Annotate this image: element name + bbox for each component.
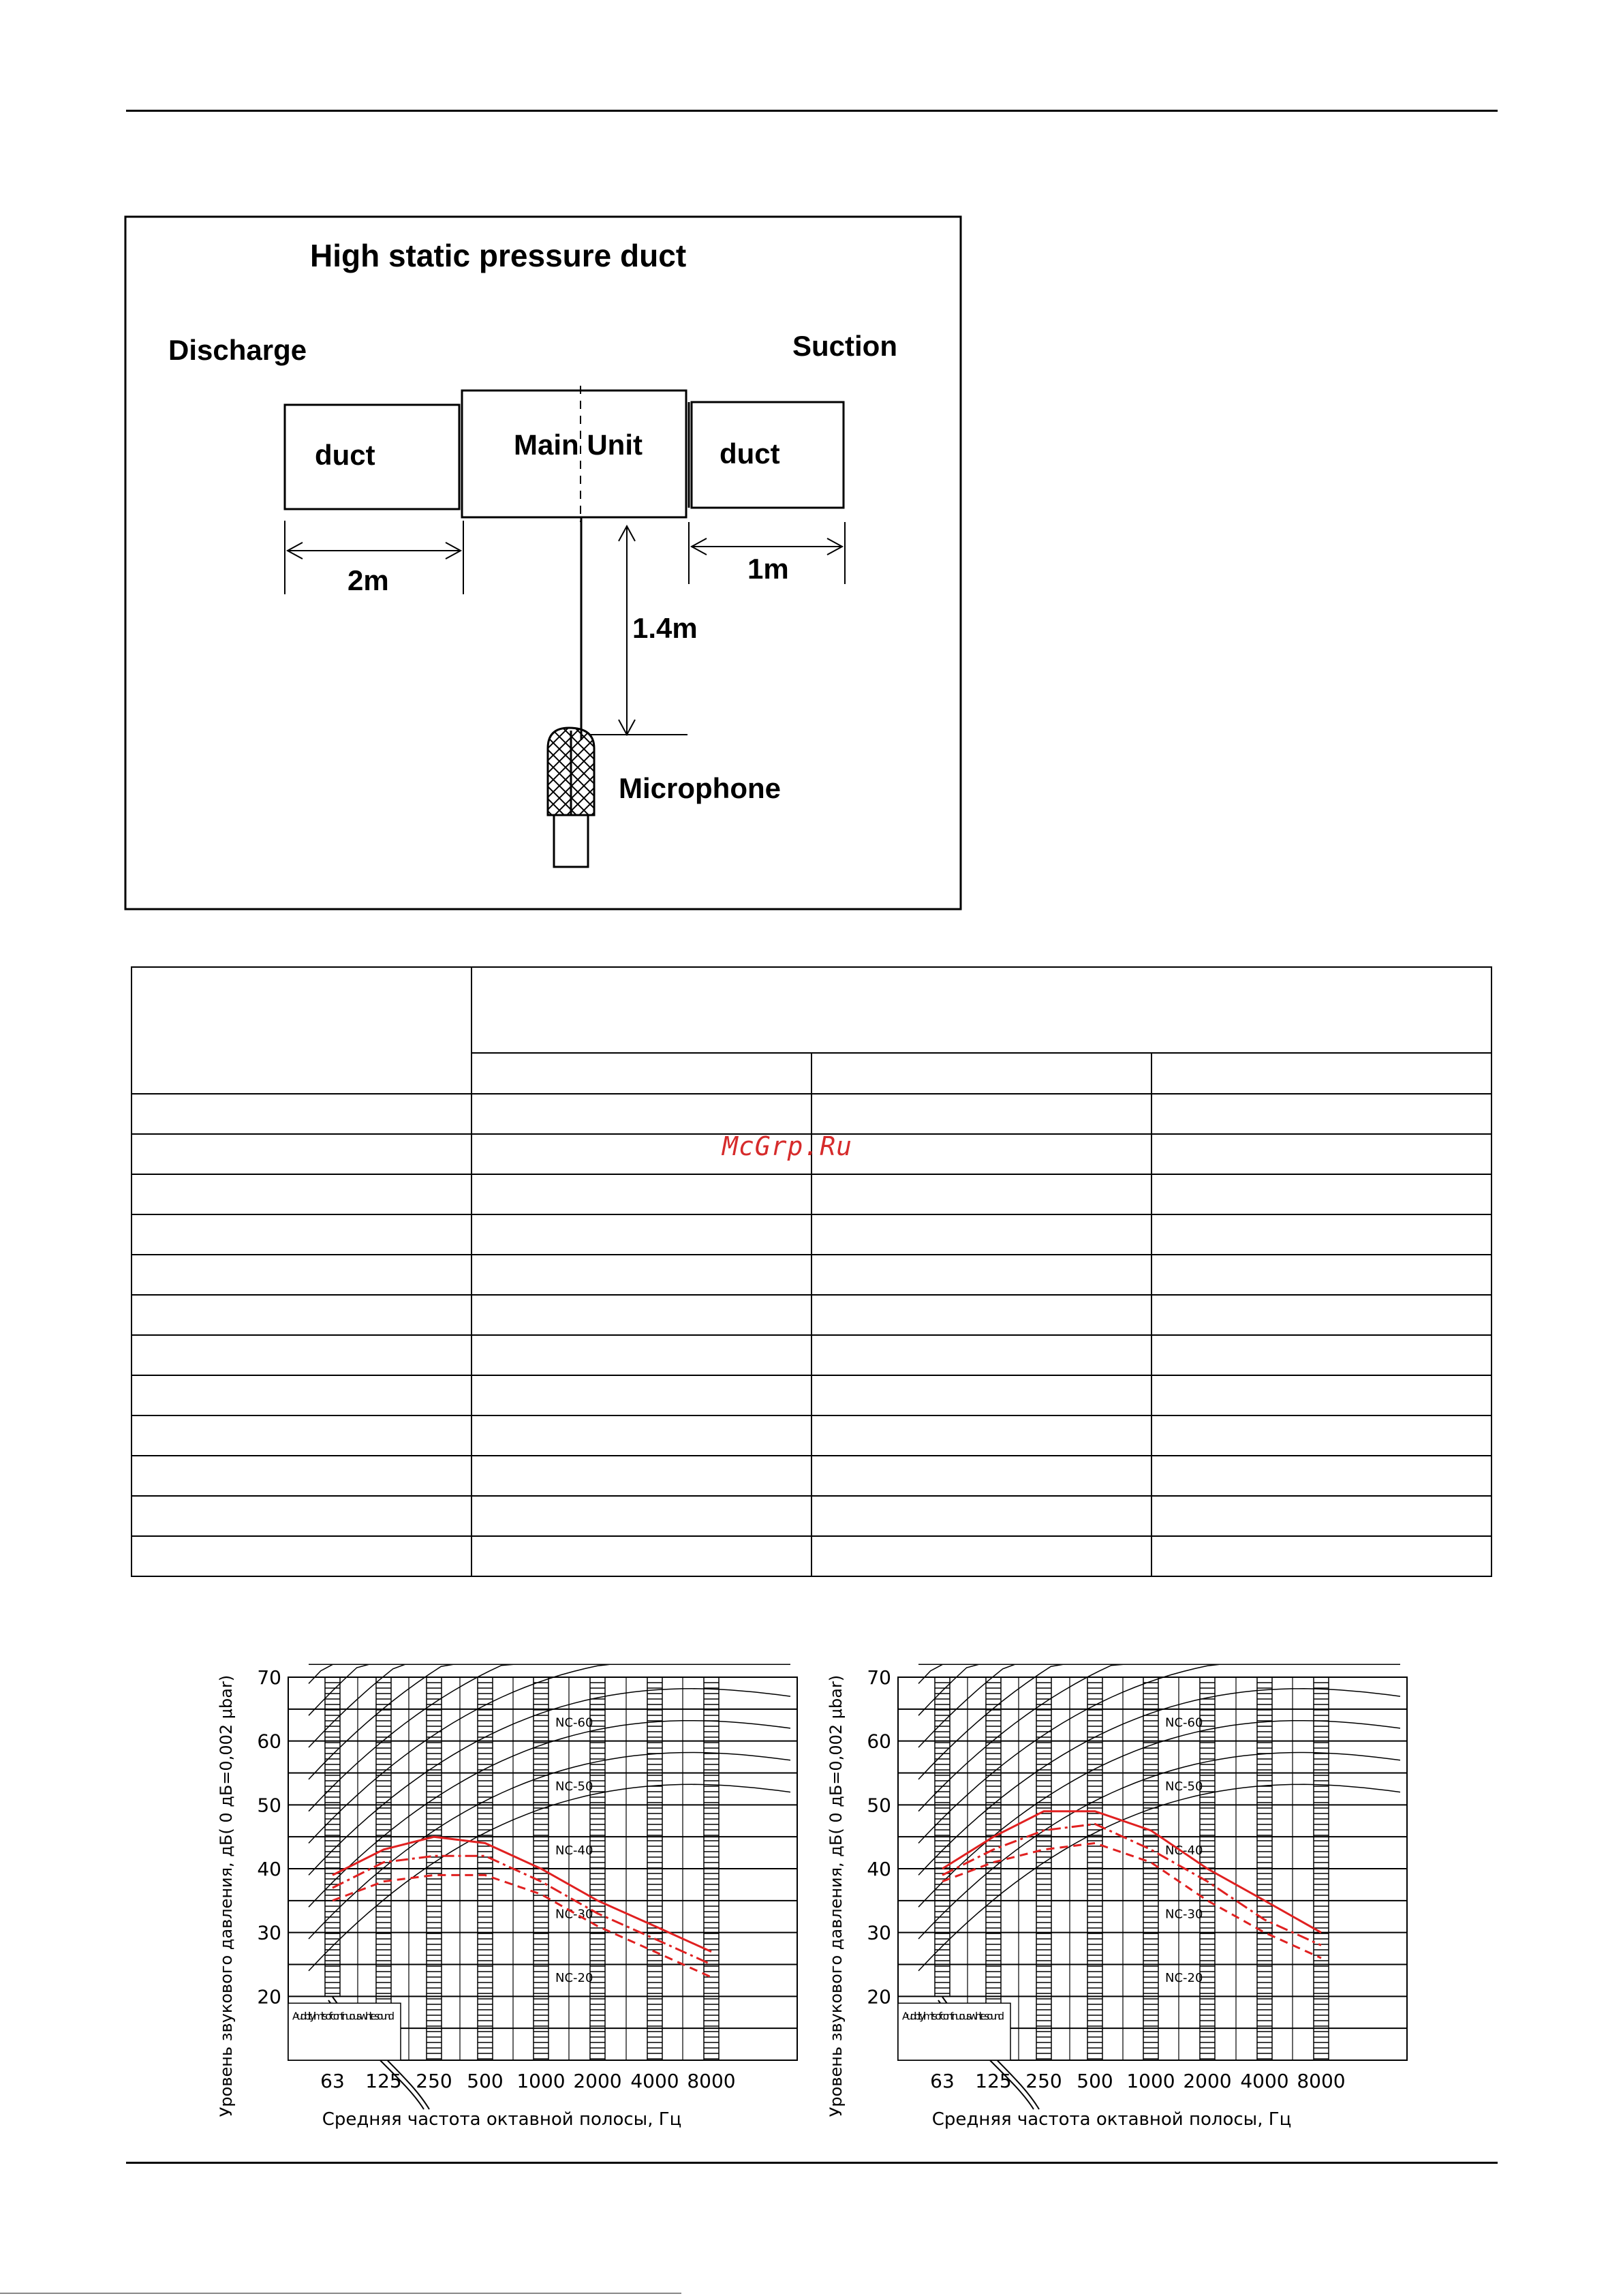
x-tick-label: 8000	[687, 2070, 736, 2092]
table-cell	[812, 1295, 1151, 1335]
table-cell	[1151, 1094, 1491, 1134]
table-cell	[132, 1094, 472, 1134]
x-axis-label: Средняя частота октавной полосы, Гц	[322, 2109, 682, 2130]
table-cell	[132, 1415, 472, 1456]
y-tick-label: 50	[257, 1794, 281, 1817]
y-tick-label: 70	[257, 1666, 281, 1689]
diagram-frame	[125, 217, 961, 909]
x-tick-label: 8000	[1297, 2070, 1346, 2092]
table-cell	[472, 1295, 812, 1335]
nc-curve	[918, 1664, 1400, 1779]
nc-curve	[309, 1664, 790, 1811]
y-tick-label: 60	[867, 1730, 891, 1753]
table-cell	[132, 1536, 472, 1576]
table-cell	[1151, 1375, 1491, 1415]
x-tick-label: 4000	[630, 2070, 679, 2092]
table-row	[132, 1094, 1491, 1134]
watermark: McGrp.Ru	[722, 1131, 853, 1161]
table-cell	[132, 1295, 472, 1335]
table-cell	[1151, 1295, 1491, 1335]
y-tick-label: 70	[867, 1666, 891, 1689]
nc-curve	[309, 1689, 790, 1876]
table-cell	[1151, 1496, 1491, 1536]
table-cell	[812, 1214, 1151, 1255]
table-cell	[1151, 1456, 1491, 1496]
nc-label: NC-30	[1165, 1907, 1203, 1922]
top-rule	[126, 110, 1498, 112]
x-tick-label: 63	[320, 2070, 345, 2092]
table-cell	[812, 1375, 1151, 1415]
table-cell	[472, 1094, 812, 1134]
measurement-diagram	[124, 215, 962, 913]
table-row	[132, 1375, 1491, 1415]
table-header-row	[132, 967, 1491, 1053]
nc-label: NC-40	[555, 1843, 593, 1858]
y-tick-label: 30	[257, 1921, 281, 1944]
nc-chart-left-svg	[211, 1632, 811, 2150]
table-cell	[812, 1255, 1151, 1295]
nc-curve	[309, 1784, 790, 1971]
y-tick-label: 40	[867, 1858, 891, 1880]
table-cell	[472, 1536, 812, 1576]
table-cell	[812, 1335, 1151, 1375]
x-tick-label: 2000	[1183, 2070, 1232, 2092]
audibility-note: Audibility limits of continuous white sound	[902, 2010, 1004, 2023]
nc-label: NC-20	[555, 1971, 593, 1986]
nc-label: NC-40	[1165, 1843, 1203, 1858]
table-cell	[132, 1456, 472, 1496]
x-tick-label: 125	[975, 2070, 1012, 2092]
main-unit-label: Main Unit	[514, 429, 643, 461]
table-header-cell	[132, 967, 472, 1094]
noise-spec-table	[131, 966, 1492, 1577]
table-row	[132, 1255, 1491, 1295]
x-tick-label: 125	[365, 2070, 402, 2092]
nc-curve	[918, 1664, 1400, 1811]
table-cell	[1151, 1415, 1491, 1456]
table-cell	[472, 1174, 812, 1214]
x-tick-label: 500	[1077, 2070, 1113, 2092]
nc-label: NC-50	[555, 1779, 593, 1794]
nc-label: NC-20	[1165, 1971, 1203, 1986]
dim-2m-label: 2m	[347, 564, 389, 596]
y-tick-label: 20	[257, 1985, 281, 2008]
discharge-label: Discharge	[168, 334, 307, 366]
table-cell	[132, 1174, 472, 1214]
nc-curve	[918, 1664, 1400, 1683]
x-tick-label: 250	[1025, 2070, 1062, 2092]
table-subheader-cell	[812, 1053, 1151, 1094]
x-tick-label: 500	[467, 2070, 504, 2092]
table-row	[132, 1456, 1491, 1496]
duct-right-label: duct	[720, 438, 780, 470]
y-tick-label: 50	[867, 1794, 891, 1817]
y-tick-label: 30	[867, 1921, 891, 1944]
table-cell	[1151, 1174, 1491, 1214]
table-cell	[472, 1335, 812, 1375]
table-cell	[812, 1496, 1151, 1536]
suction-label: Suction	[792, 330, 897, 362]
table-cell	[1151, 1214, 1491, 1255]
footer-line	[0, 2293, 681, 2294]
table-row	[132, 1174, 1491, 1214]
y-tick-label: 60	[257, 1730, 281, 1753]
microphone-label: Microphone	[619, 772, 781, 804]
y-tick-label: 20	[867, 1985, 891, 2008]
table-cell	[1151, 1536, 1491, 1576]
dim-1m-label: 1m	[747, 553, 789, 585]
table-row	[132, 1536, 1491, 1576]
nc-curve	[309, 1664, 790, 1683]
table-cell	[812, 1134, 1151, 1174]
nc-curve	[918, 1664, 1400, 1715]
x-tick-label: 63	[930, 2070, 955, 2092]
microphone-icon	[548, 728, 594, 867]
table-cell	[132, 1134, 472, 1174]
audibility-note: Audibility limits of continuous white sound	[292, 2010, 395, 2023]
table-cell	[472, 1415, 812, 1456]
table-cell	[1151, 1255, 1491, 1295]
nc-label: NC-60	[1165, 1715, 1203, 1730]
table-cell	[1151, 1335, 1491, 1375]
table-row	[132, 1295, 1491, 1335]
series-line-2	[333, 1856, 711, 1964]
table-row	[132, 1335, 1491, 1375]
y-tick-label: 40	[257, 1858, 281, 1880]
nc-label: NC-30	[555, 1907, 593, 1922]
table-cell	[472, 1255, 812, 1295]
table-subheader-cell	[472, 1053, 812, 1094]
nc-curve	[309, 1664, 790, 1779]
table-cell	[812, 1094, 1151, 1134]
dim-1.4m-label: 1.4m	[632, 612, 698, 644]
nc-label: NC-60	[555, 1715, 593, 1730]
table-cell	[812, 1536, 1151, 1576]
table-header-cell	[472, 967, 1491, 1053]
table-cell	[132, 1255, 472, 1295]
table-subheader-cell	[1151, 1053, 1491, 1094]
duct-left-label: duct	[315, 439, 375, 471]
x-tick-label: 1000	[1126, 2070, 1175, 2092]
table-cell	[472, 1375, 812, 1415]
x-tick-label: 4000	[1240, 2070, 1289, 2092]
diagram-title: High static pressure duct	[310, 238, 687, 273]
table-cell	[132, 1496, 472, 1536]
nc-curve	[918, 1784, 1400, 1971]
y-axis-label: Уровень звукового давления, дБ( 0 дБ=0,002 μbar)	[217, 1674, 236, 2117]
x-tick-label: 1000	[516, 2070, 566, 2092]
table-cell	[472, 1496, 812, 1536]
table-row	[132, 1496, 1491, 1536]
nc-label: NC-50	[1165, 1779, 1203, 1794]
table-cell	[812, 1174, 1151, 1214]
table-cell	[1151, 1134, 1491, 1174]
x-tick-label: 2000	[573, 2070, 622, 2092]
table-cell	[472, 1456, 812, 1496]
x-axis-label: Средняя частота октавной полосы, Гц	[931, 2109, 1292, 2130]
nc-curve	[918, 1689, 1400, 1876]
bottom-rule	[126, 2162, 1498, 2164]
nc-curve	[309, 1664, 790, 1715]
x-tick-label: 250	[416, 2070, 452, 2092]
table-row	[132, 1214, 1491, 1255]
table-cell	[132, 1214, 472, 1255]
nc-chart-right	[821, 1632, 1623, 2150]
table-cell	[132, 1375, 472, 1415]
table-cell	[812, 1415, 1151, 1456]
table-row	[132, 1415, 1491, 1456]
table-cell	[812, 1456, 1151, 1496]
y-axis-label: Уровень звукового давления, дБ( 0 дБ=0,002 μbar)	[826, 1674, 846, 2117]
table-cell	[472, 1214, 812, 1255]
table-cell	[132, 1335, 472, 1375]
series-line-1	[333, 1837, 711, 1952]
nc-chart-right-svg	[821, 1632, 1421, 2150]
